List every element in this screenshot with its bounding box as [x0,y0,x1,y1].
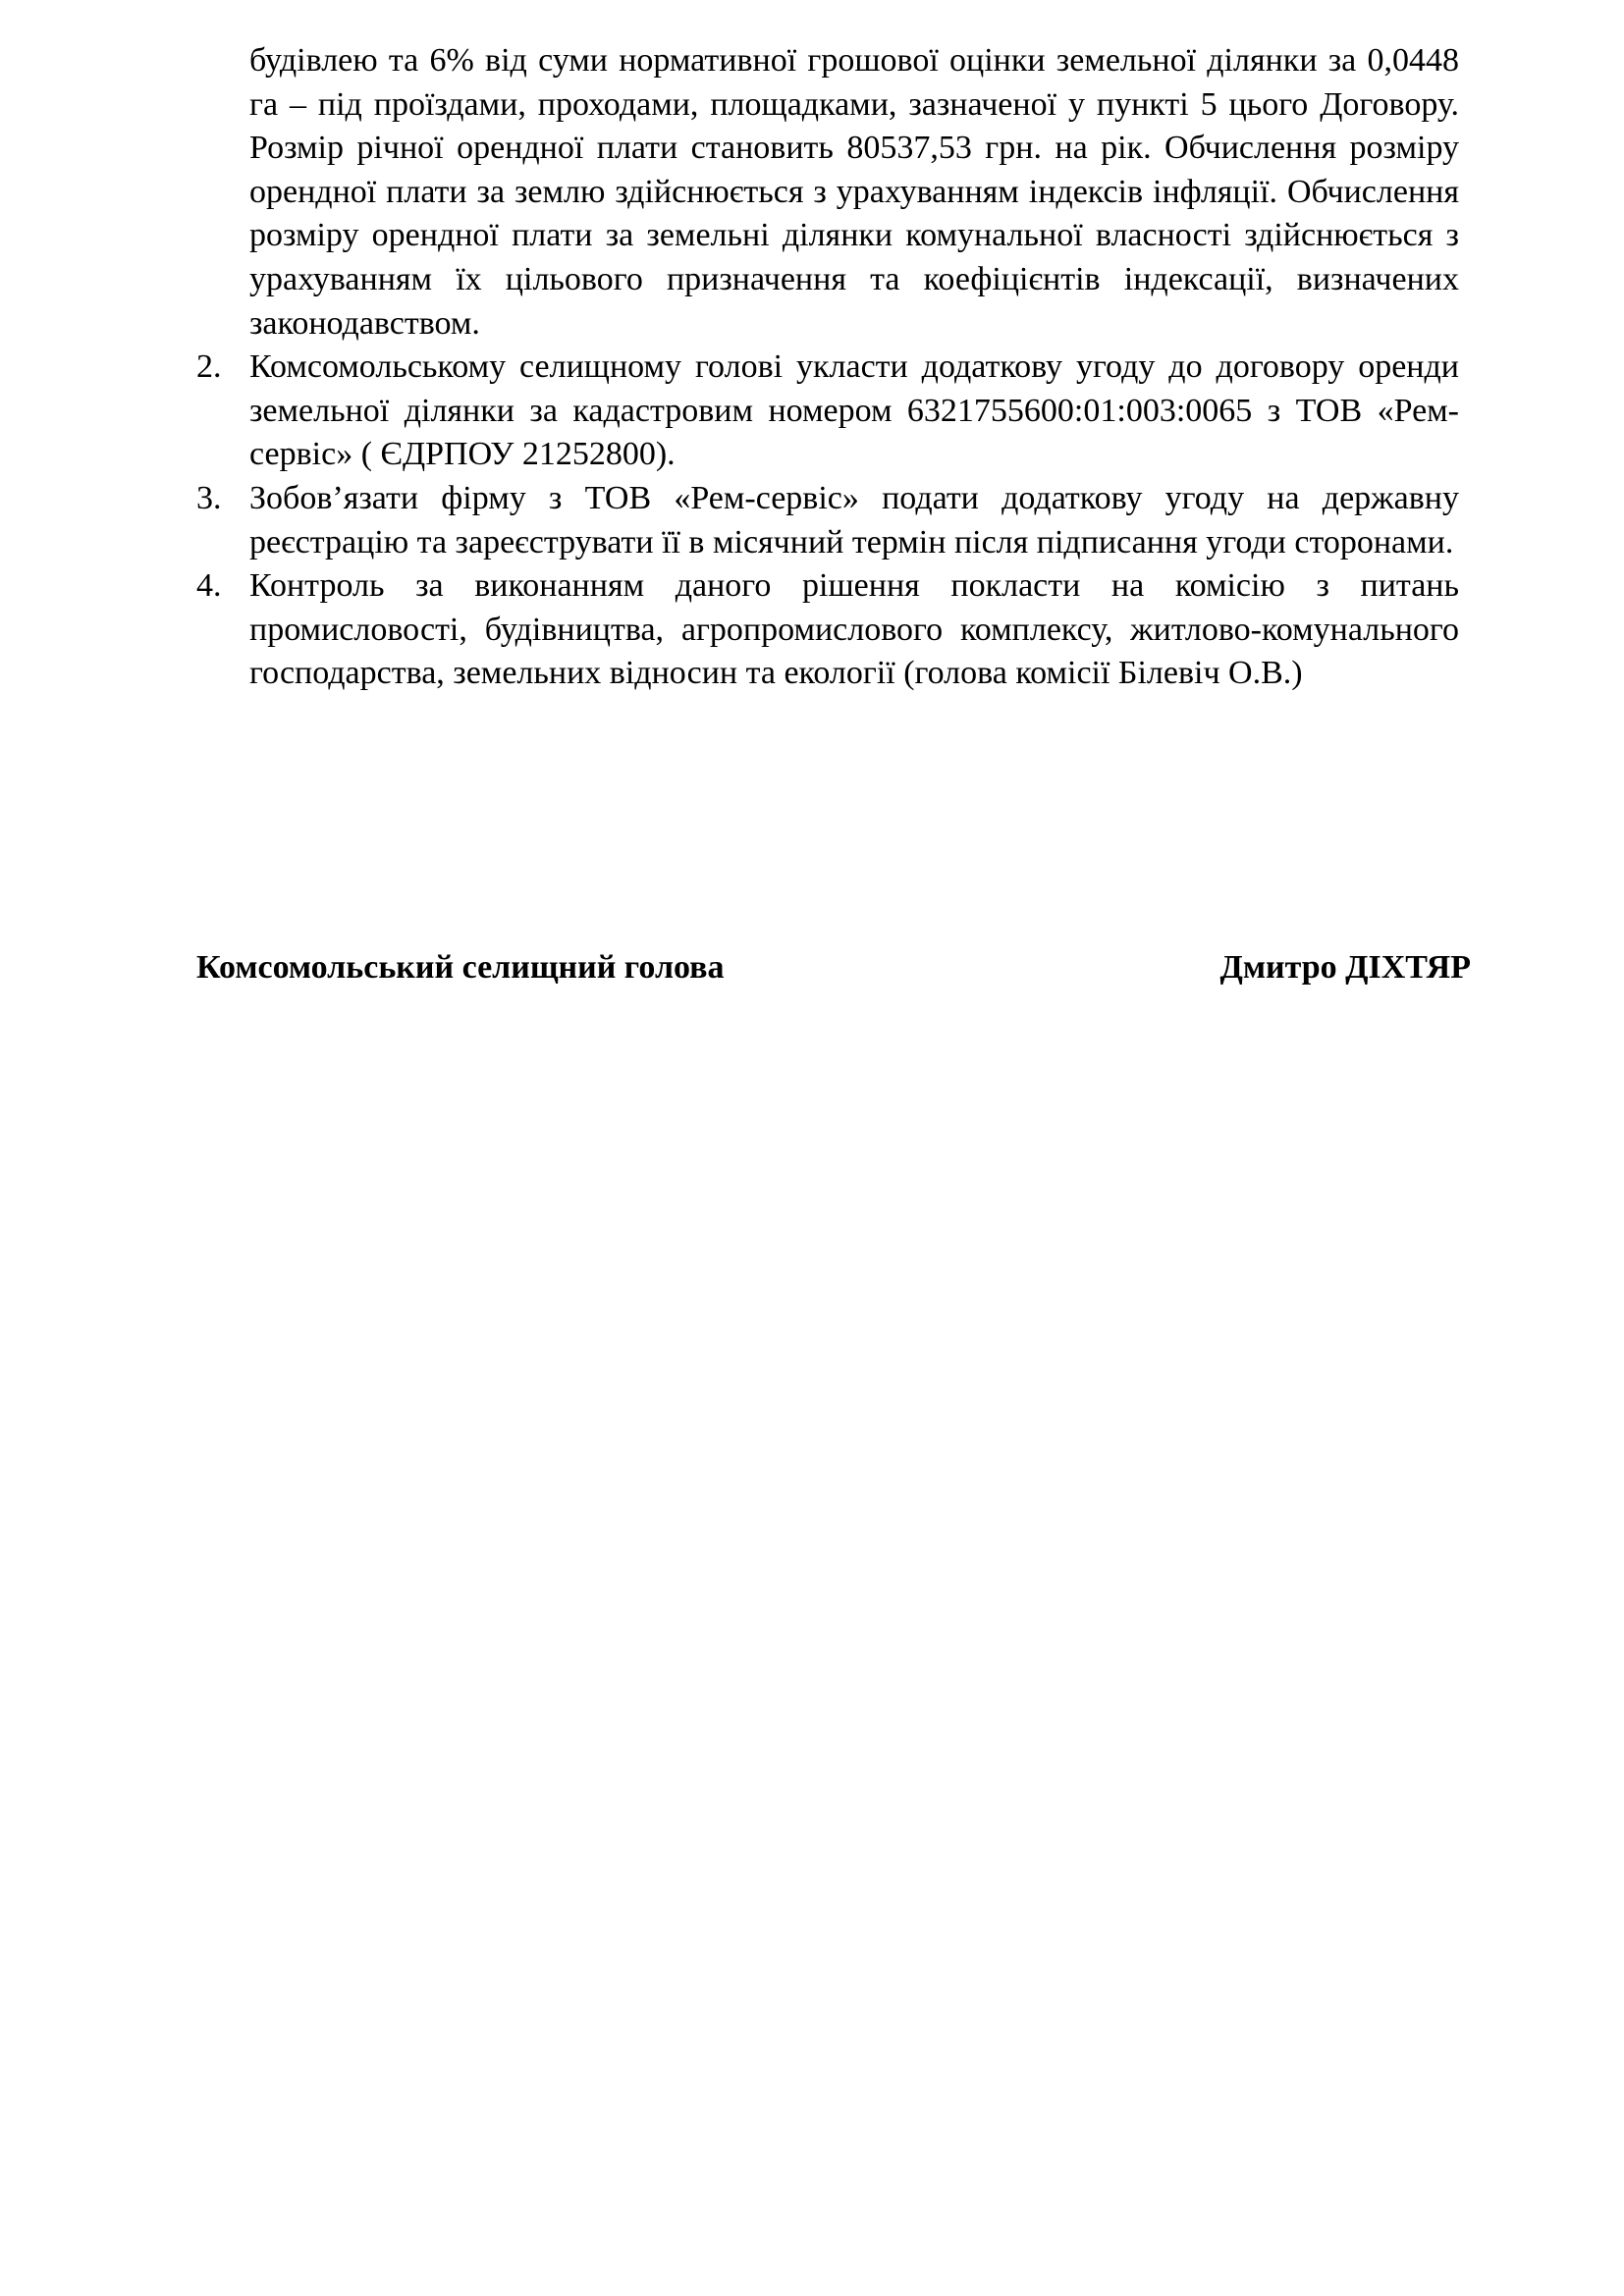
list-item-text: Контроль за виконанням даного рішення покласти на комісію з питань промисловості, будівництва, агропромислового комплексу, житлово-комунального господарства, земельних відносин та екології (голова комісії Білевіч О.В.) [249,567,1459,692]
document-body [196,39,1459,696]
signature-name: Дмитро ДІХТЯР [1219,949,1471,986]
signature-block [196,946,1471,989]
signature-position: Комсомольський селищний голова [196,949,725,986]
list-item-number: 4. [196,567,222,605]
continuation-paragraph [196,39,1459,346]
continuation-text: будівлею та 6% від суми нормативної грошової оцінки земельної ділянки за 0,0448 га – під проїздами, проходами, площадками, зазначеної у пункті 5 цього Договору. Розмір річної орендної плати становить 80537,53 грн. на рік. Обчислення розміру орендної плати за землю здійснюється з урахуванням індексів інфляції. Обчислення розміру орендної плати за земельні ділянки комунальної власності здійснюється з урахуванням їх цільового призначення та коефіцієнтів індексації, визначених законодавством. [249,42,1459,342]
list-item-text: Зобов’язати фірму з ТОВ «Рем-сервіс» подати додаткову угоду на державну реєстрацію та зареєструвати її в місячний термін після підписання угоди сторонами. [249,479,1459,561]
list-item-2 [196,346,1459,477]
list-item-3 [196,477,1459,564]
list-item-4 [196,564,1459,696]
list-item-number: 3. [196,479,222,516]
list-item-text: Комсомольському селищному голові укласти додаткову угоду до договору оренди земельної ділянки за кадастровим номером 6321755600:01:003:0065 з ТОВ «Рем-сервіс» ( ЄДРПОУ 21252800). [249,348,1459,473]
list-item-number: 2. [196,348,222,386]
